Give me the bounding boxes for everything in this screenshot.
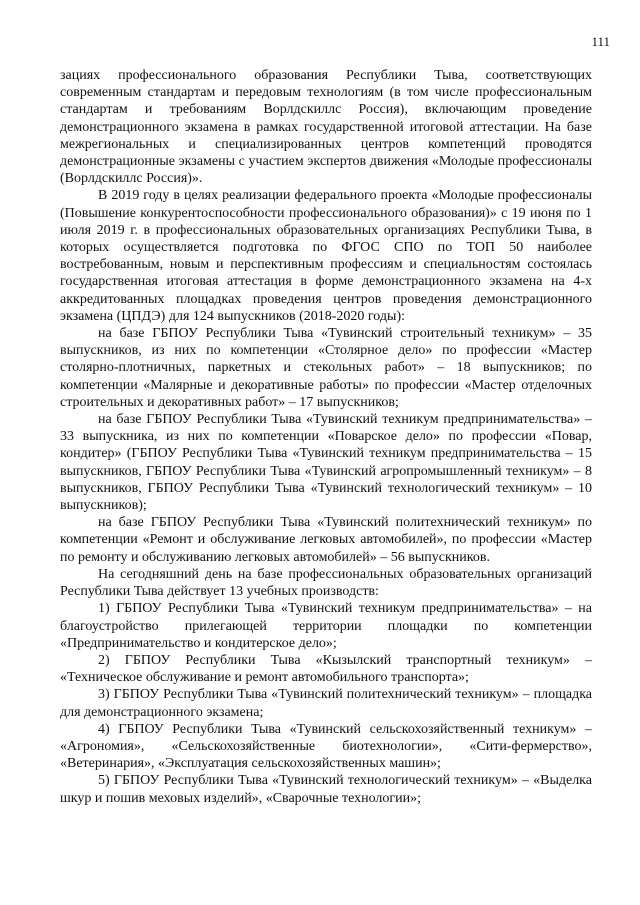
list-item-3: 3) ГБПОУ Республики Тыва «Тувинский политехнический техникум» – площадка для демонстрационного экзамена;: [60, 687, 592, 720]
paragraph-project-2019: В 2019 году в целях реализации федерального проекта «Молодые профессионалы (Повышение конкурентоспособности профессионального образования)» с 19 июня по 1 июля 2019 г. в профессиональных образовательных организациях Республики Тыва, в которых осуществляется подготовка по ФГОС СПО по ТОП 50 наиболее востребованным, новым и перспективным профессиям и специальностям состоялась государственная итоговая аттестация в форме демонстрационного экзамена на 4-х аккредитованных площадках проведения центров проведения демонстрационного экзамена (ЦПДЭ) для 124 выпускников (2018-2020 годы):: [60, 188, 592, 324]
list-item-2: 2) ГБПОУ Республики Тыва «Кызылский транспортный техникум» – «Техническое обслуживание и ремонт автомобильного транспорта»;: [60, 652, 592, 686]
paragraph-construction-college: на базе ГБПОУ Республики Тыва «Тувинский строительный техникум» – 35 выпускников, из них по компетенции «Столярное дело» по профессии «Мастер столярно-плотничных, паркетных и стекольных работ» – 18 выпускников; по компетенции «Малярные и декоративные работы» по профессии «Мастер отделочных строительных и декоративных работ» – 17 выпускников;: [60, 326, 592, 410]
list-item-5: 5) ГБПОУ Республики Тыва «Тувинский технологический техникум» – «Выделка шкур и пошив меховых изделий», «Сварочные технологии»;: [60, 773, 592, 806]
paragraph-business-college: на базе ГБПОУ Республики Тыва «Тувинский техникум предпринимательства» – 33 выпускника, из них по компетенции «Поварское дело» по профессии «Повар, кондитер» (ГБПОУ Республики Тыва «Тувинский техникум предпринимательства – 15 выпускников, ГБПОУ Республики Тыва «Тувинский агропромышленный техникум» – 8 выпускников, ГБПОУ Республики Тыва «Тувинский технологический техникум» – 10 выпускников);: [60, 412, 592, 514]
paragraph-production-intro: На сегодняшний день на базе профессиональных образовательных организаций Республики Тыва действует 13 учебных производств:: [60, 566, 592, 600]
paragraph-polytechnic-college: на базе ГБПОУ Республики Тыва «Тувинский политехнический техникум» по компетенции «Ремонт и обслуживание легковых автомобилей», по профессии «Мастер по ремонту и обслуживанию легковых автомобилей» – 56 выпускников.: [60, 515, 592, 565]
document-body: [60, 67, 592, 807]
list-item-1: 1) ГБПОУ Республики Тыва «Тувинский техникум предпринимательства» – на благоустройство прилегающей территории площадки по компетенции «Предпринимательство и кондитерское дело»;: [60, 601, 592, 651]
paragraph-continuation: зациях профессионального образования Республики Тыва, соответствующих современным стандартам и передовым технологиям (в том числе профессиональным стандартам и требованиям Ворлдскиллс Россия), включающим проведение демонстрационного экзамена в рамках государственной итоговой аттестации. На базе межрегиональных и специализированных центров компетенций проводятся демонстрационные экзамены с участием экспертов движения «Молодые профессионалы (Ворлдскиллс Россия)».: [60, 68, 592, 187]
list-item-4: 4) ГБПОУ Республики Тыва «Тувинский сельскохозяйственный техникум» – «Агрономия», «Сельскохозяйственные биотехнологии», «Сити-фермерство», «Ветеринария», «Эксплуатация сельскохозяйственных машин»;: [60, 721, 592, 772]
page-number: 111: [591, 34, 610, 49]
